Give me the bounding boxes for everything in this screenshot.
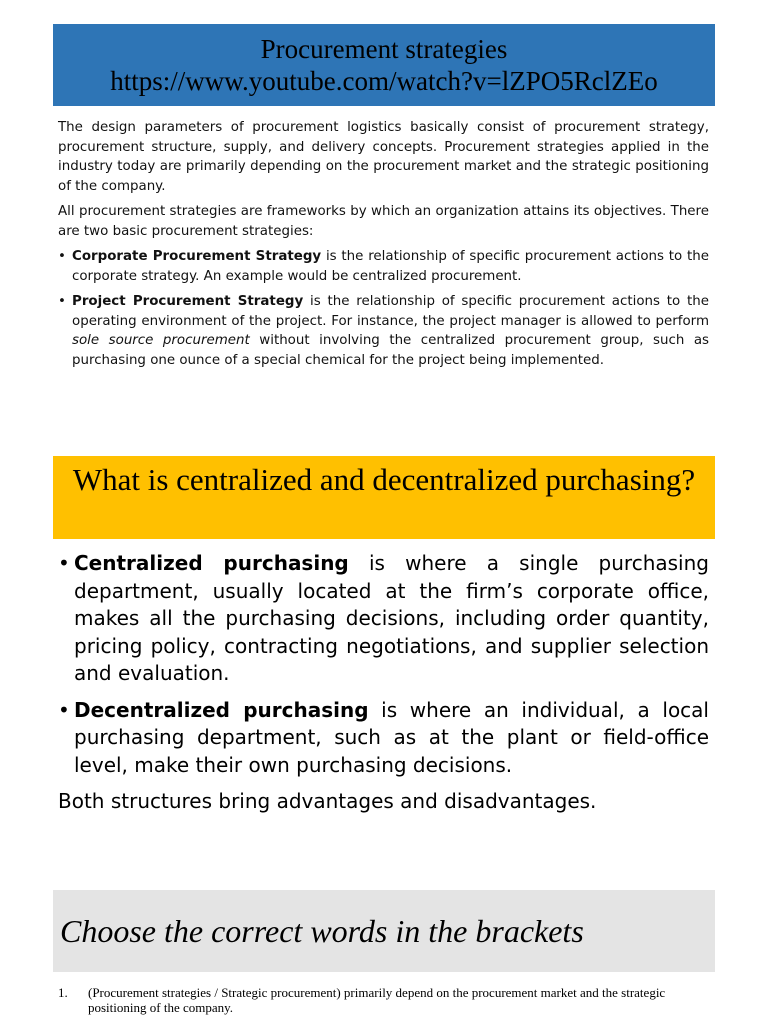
item-text: (Procurement strategies / Strategic procurement) primarily depend on the procurement market and the strategic positioning of the company. [88,985,666,1015]
term: Corporate Procurement Strategy [72,249,322,264]
heading-title: What is centralized and decentralized purchasing? [72,462,696,497]
definition: without involving the centralized procurement group, such as purchasing one ounce of a special chemical for the project being implemented. [72,333,709,368]
purchasing-list [58,550,709,779]
strategy-list [58,247,709,370]
emphasis: sole source procurement [72,333,250,348]
definition: is the relationship of specific procurement actions to the operating environment of the project. For instance, the project manager is allowed to perform [72,294,709,329]
list-item [58,247,709,286]
definition: is where an individual, a local purchasing department, such as at the plant or field-office level, make their own purchasing decisions. [74,697,709,777]
definition: is where a single purchasing department, usually located at the firm’s corporate office, makes all the purchasing decisions, including order quantity, pricing policy, contracting negotiations, and supplier selection and evaluation. [74,551,709,685]
exercise-heading-banner [53,890,715,972]
term: Decentralized purchasing [74,697,369,722]
term: Project Procurement Strategy [72,294,304,309]
paragraph: The design parameters of procurement logistics basically consist of procurement strategy, procurement structure, supply, and delivery concepts. Procurement strategies applied in the industry today are primarily depending on the procurement market and the strategic positioning of the company. [58,120,709,194]
video-link[interactable]: https://www.youtube.com/watch?v=lZPO5RclZEo [110,66,658,96]
section-heading-banner [53,456,715,539]
list-item [58,697,709,780]
list-item [58,292,709,370]
bullet-icon: • [58,551,70,575]
purchasing-section [58,550,709,816]
definition: is the relationship of specific procurement actions to the corporate strategy. An example would be centralized procurement. [72,249,709,284]
exercise-item [58,985,709,1015]
banner-title: Procurement strategies [260,34,508,64]
exercise-title: Choose the correct words in the brackets [60,913,584,949]
list-item [58,550,709,688]
bullet-icon: • [58,249,66,264]
header-banner [53,24,715,106]
bullet-icon: • [58,697,70,722]
bullet-icon: • [58,294,66,309]
paragraph: All procurement strategies are frameworks by which an organization attains its objectives. There are two basic procurement strategies: [58,204,709,239]
exercise-list [58,985,709,1015]
term: Centralized purchasing [74,551,349,575]
conclusion: Both structures bring advantages and disadvantages. [58,789,597,813]
item-number: 1. [58,985,68,1000]
procurement-strategies-section [58,118,709,376]
